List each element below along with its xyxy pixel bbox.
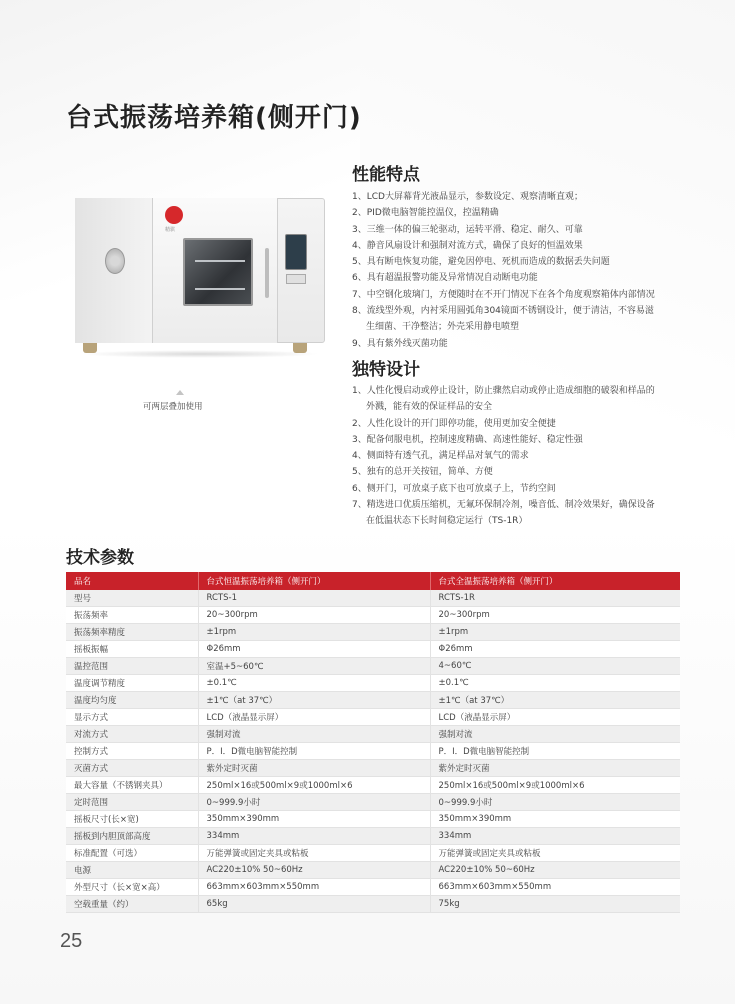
table-cell: 摇板尺寸(长×宽) — [66, 811, 198, 828]
unique-design-heading: 独特设计 — [352, 360, 420, 380]
table-cell: ±0.1℃ — [430, 675, 680, 692]
list-item: 2、PID微电脑智能控温仪，控温精确 — [352, 208, 499, 219]
list-item: 4、静音风扇设计和强制对流方式，确保了良好的恒温效果 — [352, 240, 583, 251]
unique-design-list — [352, 383, 692, 530]
table-cell: LCD（液晶显示屏） — [198, 709, 430, 726]
table-cell: AC220±10% 50~60Hz — [430, 862, 680, 879]
list-item: 3、配备伺服电机，控制速度精确、高速性能好、稳定性强 — [352, 434, 583, 445]
table-cell: ±1rpm — [430, 624, 680, 641]
table-row — [66, 590, 680, 607]
table-cell: 0~999.9小时 — [198, 794, 430, 811]
table-cell: 20~300rpm — [430, 607, 680, 624]
column-header: 台式恒温振荡培养箱（侧开门） — [198, 572, 430, 590]
table-row — [66, 862, 680, 879]
column-header: 品名 — [66, 572, 198, 590]
table-cell: 4~60℃ — [430, 658, 680, 675]
table-cell: 摇板到内胆顶部高度 — [66, 828, 198, 845]
specs-table — [66, 572, 680, 913]
table-cell: 型号 — [66, 590, 198, 607]
table-cell: P．I．D微电脑智能控制 — [198, 743, 430, 760]
table-cell: RCTS-1R — [430, 590, 680, 607]
table-cell: 温控范围 — [66, 658, 198, 675]
table-row — [66, 845, 680, 862]
list-item: 3、三维一体的偏三轮驱动，运转平滑、稳定、耐久、可靠 — [352, 224, 583, 235]
table-cell: ±1rpm — [198, 624, 430, 641]
table-cell: 20~300rpm — [198, 607, 430, 624]
control-display — [285, 234, 307, 270]
table-cell: 最大容量（不锈钢夹具） — [66, 777, 198, 794]
table-row — [66, 743, 680, 760]
table-row — [66, 794, 680, 811]
list-item: 5、具有断电恢复功能，避免因停电、死机而造成的数据丢失问题 — [352, 257, 610, 268]
table-cell: 75kg — [430, 895, 680, 912]
table-row — [66, 777, 680, 794]
door-handle — [265, 248, 269, 298]
table-row — [66, 692, 680, 709]
table-cell: ±1℃（at 37℃） — [430, 692, 680, 709]
table-row — [66, 760, 680, 777]
table-cell: 标准配置（可选） — [66, 845, 198, 862]
list-item: 6、具有超温报警功能及异常情况自动断电功能 — [352, 273, 538, 284]
table-row — [66, 607, 680, 624]
column-header: 台式全温振荡培养箱（侧开门） — [430, 572, 680, 590]
cabinet-shadow — [80, 350, 320, 358]
table-cell: 振荡频率精度 — [66, 624, 198, 641]
table-cell: 350mm×390mm — [198, 811, 430, 828]
list-item: 4、侧面特有透气孔，满足样品对氧气的需求 — [352, 451, 529, 462]
table-cell: ±1℃（at 37℃） — [198, 692, 430, 709]
table-cell: 334mm — [430, 828, 680, 845]
table-cell: ±0.1℃ — [198, 675, 430, 692]
table-cell: 万能弹簧或固定夹具或粘板 — [198, 845, 430, 862]
list-item: 1、LCD大屏幕背光液晶显示，参数设定、观察清晰直观； — [352, 192, 583, 202]
table-cell: 室温+5~60℃ — [198, 658, 430, 675]
list-item: 7、中空钢化玻璃门，方便随时在不开门情况下在各个角度观察箱体内部情况 — [352, 289, 655, 300]
table-row — [66, 624, 680, 641]
table-row — [66, 658, 680, 675]
table-cell: 振荡频率 — [66, 607, 198, 624]
product-image — [75, 198, 325, 358]
table-cell: 663mm×603mm×550mm — [430, 878, 680, 895]
table-cell: 250ml×16或500ml×9或1000ml×6 — [430, 777, 680, 794]
table-cell: 外型尺寸（长×宽×高） — [66, 878, 198, 895]
table-cell: RCTS-1 — [198, 590, 430, 607]
table-cell: 摇板振幅 — [66, 641, 198, 658]
table-row — [66, 895, 680, 912]
table-cell: AC220±10% 50~60Hz — [198, 862, 430, 879]
table-cell: 控制方式 — [66, 743, 198, 760]
table-cell: 强制对流 — [430, 726, 680, 743]
table-cell: 灭菌方式 — [66, 760, 198, 777]
brand-logo-icon — [165, 206, 183, 224]
table-cell: 350mm×390mm — [430, 811, 680, 828]
table-cell: 334mm — [198, 828, 430, 845]
table-cell: 电源 — [66, 862, 198, 879]
page-number: 25 — [60, 930, 83, 952]
table-cell: 对流方式 — [66, 726, 198, 743]
table-cell: 0~999.9小时 — [430, 794, 680, 811]
table-cell: 强制对流 — [198, 726, 430, 743]
table-cell: 温度均匀度 — [66, 692, 198, 709]
table-cell: Φ26mm — [198, 641, 430, 658]
table-body — [66, 590, 680, 912]
table-row — [66, 828, 680, 845]
product-caption: 可两层叠加使用 — [143, 402, 203, 412]
table-cell: P．I．D微电脑智能控制 — [430, 743, 680, 760]
list-item: 9、具有紫外线灭菌功能 — [352, 338, 448, 349]
brand-logo-text: 精骐 — [165, 227, 176, 233]
control-buttons — [286, 274, 306, 284]
shaker-tray — [195, 260, 245, 290]
page-title: 台式振荡培养箱(侧开门) — [66, 103, 362, 133]
list-item: 2、人性化设计的开门即停功能，使用更加安全便捷 — [352, 418, 556, 429]
up-arrow-icon — [176, 390, 184, 395]
table-cell: 显示方式 — [66, 709, 198, 726]
table-cell: 温度调节精度 — [66, 675, 198, 692]
table-cell: 万能弹簧或固定夹具或粘板 — [430, 845, 680, 862]
table-row — [66, 675, 680, 692]
list-item: 8、流线型外观，内衬采用圆弧角304镜面不锈钢设计，便于清洁，不容易滋 生细菌、干净整洁；外壳采用静电喷塑 — [352, 306, 654, 333]
performance-list — [352, 189, 692, 352]
table-cell: 紫外定时灭菌 — [198, 760, 430, 777]
table-row — [66, 709, 680, 726]
table-row — [66, 878, 680, 895]
table-cell: 65kg — [198, 895, 430, 912]
list-item: 5、独有的总开关按钮，简单、方便 — [352, 467, 493, 478]
table-row — [66, 641, 680, 658]
table-cell: 空载重量（约） — [66, 895, 198, 912]
table-header-row — [66, 572, 680, 590]
table-cell: LCD（液晶显示屏） — [430, 709, 680, 726]
table-cell: 250ml×16或500ml×9或1000ml×6 — [198, 777, 430, 794]
table-row — [66, 726, 680, 743]
specs-heading: 技术参数 — [66, 548, 134, 568]
table-cell: 紫外定时灭菌 — [430, 760, 680, 777]
table-cell: 定时范围 — [66, 794, 198, 811]
table-cell: 663mm×603mm×550mm — [198, 878, 430, 895]
list-item: 7、精选进口优质压缩机，无氟环保制冷剂，噪音低、制冷效果好，确保设备 在低温状态下长时间稳定运行（TS-1R） — [352, 500, 655, 527]
table-cell: Φ26mm — [430, 641, 680, 658]
list-item: 6、侧开门，可放桌子底下也可放桌子上，节约空间 — [352, 483, 556, 494]
performance-heading: 性能特点 — [352, 165, 420, 185]
vent-knob-icon — [105, 248, 125, 274]
table-row — [66, 811, 680, 828]
list-item: 1、人性化慢启动或停止设计，防止骤然启动或停止造成细胞的破裂和样品的 外溅，能有效的保证样品的安全 — [352, 386, 655, 413]
